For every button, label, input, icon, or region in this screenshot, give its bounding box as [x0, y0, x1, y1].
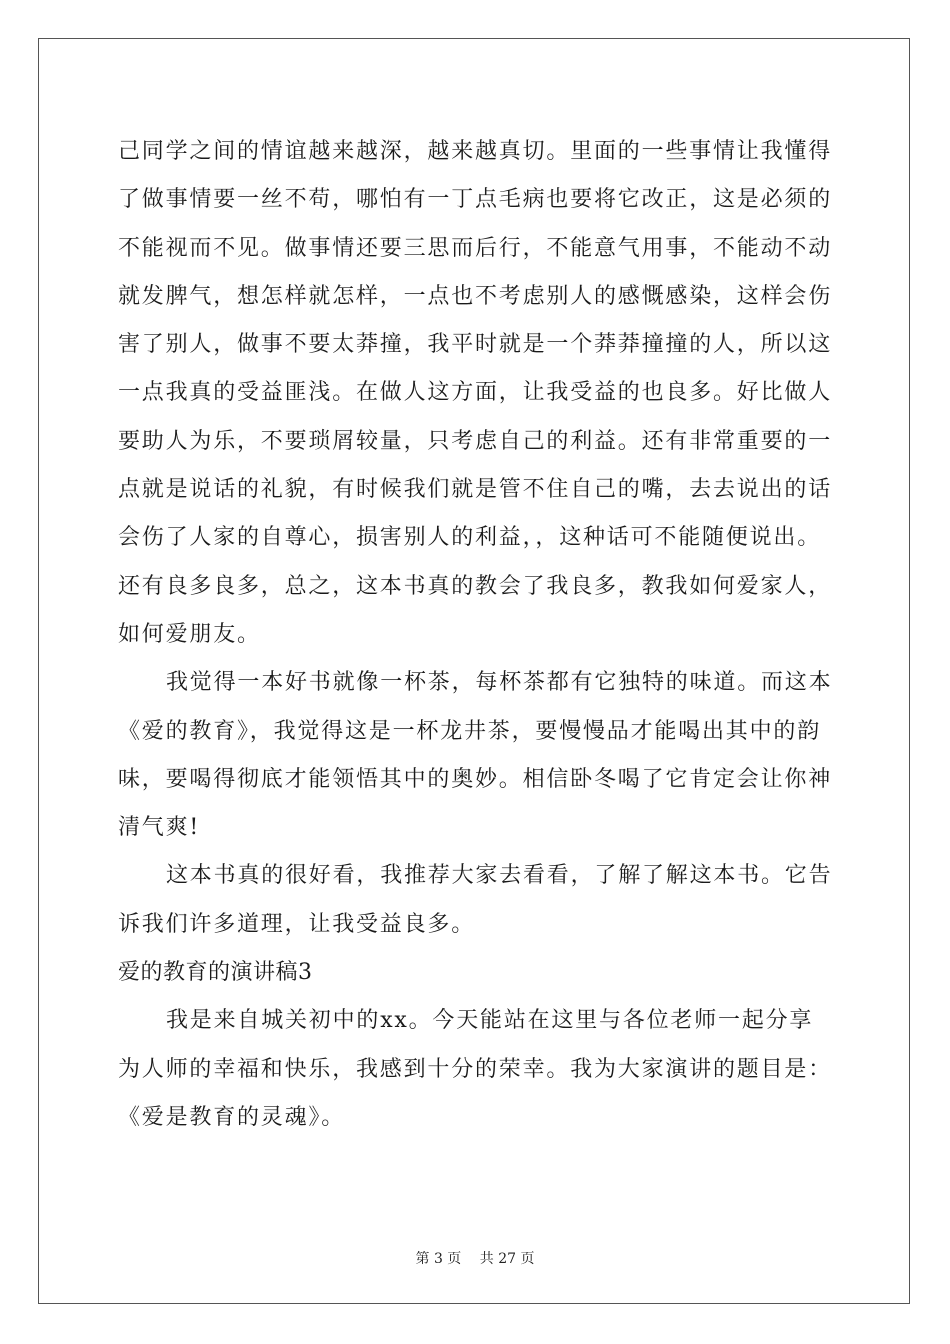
page-total: 共 27 页: [479, 1251, 535, 1267]
text-line: 《爱是教育的灵魂》。: [118, 1104, 346, 1130]
text-line: 会伤了人家的自尊心，损害别人的利益，，这种话可不能随便说出。: [118, 525, 822, 551]
page-number: 第 3 页: [415, 1251, 462, 1267]
text-line: 就发脾气，想怎样就怎样，一点也不考虑别人的感慨感染，这样会伤: [118, 283, 833, 309]
page-footer: [0, 1248, 950, 1268]
text-line: 要助人为乐，不要琐屑较量，只考虑自己的利益。还有非常重要的一: [118, 428, 833, 454]
document-body: [118, 128, 838, 1142]
text-line: 清气爽!: [118, 815, 201, 841]
text-line: 一点我真的受益匪浅。在做人这方面，让我受益的也良多。好比做人: [118, 380, 833, 406]
text-line: 如何爱朋友。: [118, 621, 261, 647]
paragraph-start-line: 我觉得一本好书就像一杯茶，每杯茶都有它独特的味道。而这本: [166, 670, 833, 696]
paragraph-start-line: 这本书真的很好看，我推荐大家去看看，了解了解这本书。它告: [166, 863, 833, 889]
text-line: 己同学之间的情谊越来越深，越来越真切。里面的一些事情让我懂得: [118, 139, 833, 164]
text-line: 《爱的教育》，我觉得这是一杯龙井茶，要慢慢品才能喝出其中的韵: [118, 718, 822, 744]
text-line: 诉我们许多道理，让我受益良多。: [118, 911, 476, 937]
text-line: 害了别人，做事不要太莽撞，我平时就是一个莽莽撞撞的人，所以这: [118, 332, 833, 358]
text-line: 不能视而不见。做事情还要三思而后行，不能意气用事，不能动不动: [118, 235, 833, 261]
text-line: 为人师的幸福和快乐，我感到十分的荣幸。我为大家演讲的题目是：: [118, 1056, 833, 1082]
section-heading: 爱的教育的演讲稿3: [118, 960, 313, 986]
text-line: 了做事情要一丝不苟，哪怕有一丁点毛病也要将它改正，这是必须的: [118, 187, 833, 213]
paragraph-start-line: 我是来自城关初中的xx。今天能站在这里与各位老师一起分享: [166, 1008, 814, 1034]
text-line: 点就是说话的礼貌，有时候我们就是管不住自己的嘴，去去说出的话: [118, 477, 833, 503]
text-line: 还有良多良多，总之，这本书真的教会了我良多，教我如何爱家人，: [118, 573, 833, 599]
text-line: 味，要喝得彻底才能领悟其中的奥妙。相信卧冬喝了它肯定会让你神: [118, 766, 833, 792]
